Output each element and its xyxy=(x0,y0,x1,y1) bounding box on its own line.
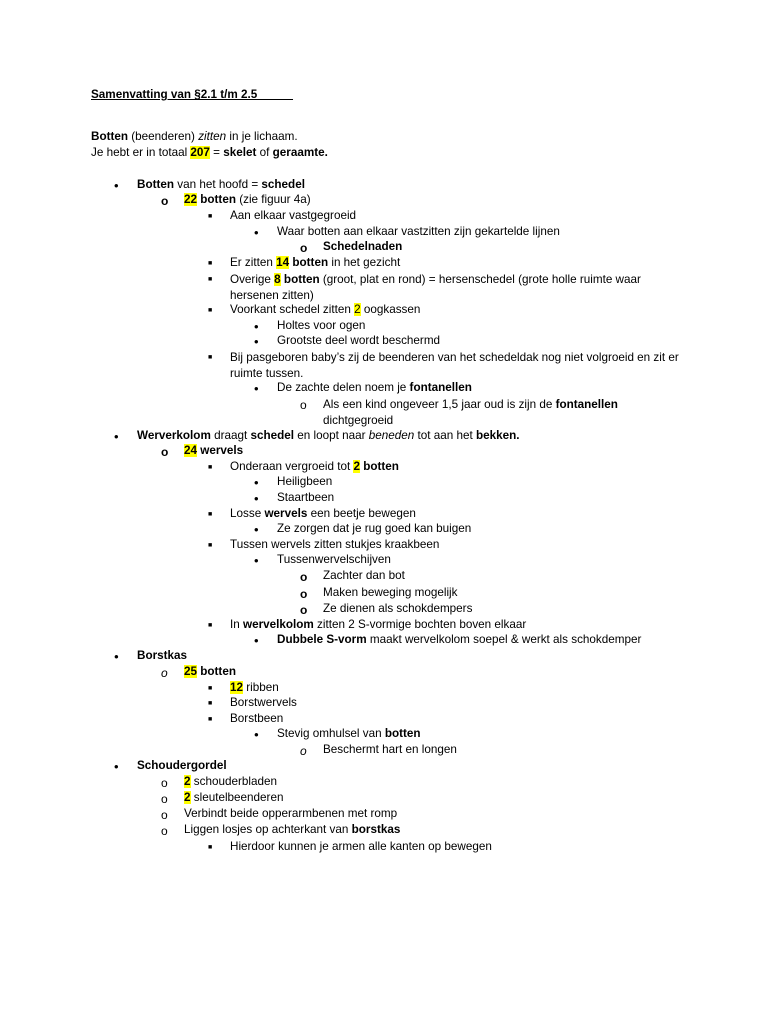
text-run: Onderaan vergroeid tot xyxy=(230,460,354,473)
text-run: Ze dienen als schokdempers xyxy=(323,602,473,615)
text-run: Zachter dan bot xyxy=(323,569,405,582)
bullet-icon: • xyxy=(254,334,259,349)
list-item xyxy=(184,193,311,207)
list-item xyxy=(184,823,400,837)
text-run: een beetje bewegen xyxy=(307,507,416,520)
list-item xyxy=(230,840,492,854)
intro-line xyxy=(91,146,328,160)
text-run: = xyxy=(209,146,224,159)
highlighted-number: 207 xyxy=(190,146,210,159)
text-run: Borstbeen xyxy=(230,712,284,725)
bullet-icon: • xyxy=(114,649,119,664)
circle-bullet-icon: o xyxy=(300,570,308,584)
list-item xyxy=(230,618,526,632)
square-bullet-icon: ■ xyxy=(208,542,213,549)
text-run: en loopt naar xyxy=(294,429,369,442)
text-run: sleutelbeenderen xyxy=(190,791,284,804)
circle-bullet-icon: o xyxy=(161,824,168,838)
bold-term: wervels xyxy=(197,444,244,457)
list-item xyxy=(184,665,236,679)
text-run: zitten xyxy=(198,130,227,143)
bullet-icon: • xyxy=(254,225,259,240)
bold-term: wervelkolom xyxy=(243,618,314,631)
square-bullet-icon: ■ xyxy=(208,354,213,361)
page-title: Samenvatting van §2.1 t/m 2.5 xyxy=(91,88,294,101)
text-run: Ze zorgen dat je rug goed kan buigen xyxy=(277,522,472,535)
list-item xyxy=(230,209,356,223)
bullet-icon: • xyxy=(254,727,259,742)
square-bullet-icon: ■ xyxy=(208,213,213,220)
bold-term: schedel xyxy=(261,178,305,191)
text-run: Voorkant schedel zitten xyxy=(230,303,355,316)
text-run: Aan elkaar vastgegroeid xyxy=(230,209,357,222)
list-item xyxy=(184,444,243,458)
text-run: (beenderen) xyxy=(128,130,199,143)
highlighted-number: 22 xyxy=(184,193,198,206)
list-item xyxy=(230,538,439,552)
text-run: Hierdoor kunnen je armen alle kanten op bewegen xyxy=(230,840,492,853)
list-item xyxy=(230,507,416,521)
circle-bullet-icon: o xyxy=(161,792,168,806)
text-run: of xyxy=(256,146,273,159)
square-bullet-icon: ■ xyxy=(208,700,213,707)
text-run: Beschermt hart en longen xyxy=(323,743,457,756)
circle-bullet-icon: o xyxy=(161,808,168,822)
list-item xyxy=(230,272,680,304)
highlighted-number: 24 xyxy=(184,444,198,457)
square-bullet-icon: ■ xyxy=(208,464,213,471)
text-run: Heiligbeen xyxy=(277,475,333,488)
square-bullet-icon: ■ xyxy=(208,307,213,314)
highlighted-number: 2 xyxy=(184,791,191,804)
text-run: Liggen losjes op achterkant van xyxy=(184,823,352,836)
circle-bullet-icon: o xyxy=(300,241,308,255)
text-run: Stevig omhulsel van xyxy=(277,727,385,740)
text-run: schouderbladen xyxy=(190,775,277,788)
circle-bullet-icon: o xyxy=(161,776,168,790)
list-item xyxy=(277,553,391,567)
text-run: Overige xyxy=(230,273,275,286)
list-item xyxy=(137,759,227,773)
list-item xyxy=(230,350,680,382)
bullet-icon: • xyxy=(254,553,259,568)
square-bullet-icon: ■ xyxy=(208,716,213,723)
text-run: Losse xyxy=(230,507,265,520)
list-item xyxy=(323,586,457,600)
bold-term: fontanellen xyxy=(555,398,618,411)
bold-term: geraamte. xyxy=(272,146,328,159)
bold-term: Werverkolom xyxy=(137,429,211,442)
square-bullet-icon: ■ xyxy=(208,685,213,692)
bold-term: Schoudergordel xyxy=(137,759,227,772)
list-item xyxy=(277,334,440,348)
list-item xyxy=(230,303,420,317)
text-run: Grootste deel wordt beschermd xyxy=(277,334,441,347)
list-item xyxy=(277,225,560,239)
text-run: Je hebt er in totaal xyxy=(91,146,191,159)
bold-term: wervels xyxy=(264,507,308,520)
circle-bullet-icon: o xyxy=(161,194,169,208)
text-run: van het hoofd = xyxy=(174,178,262,191)
bold-term: botten xyxy=(197,193,236,206)
text-run: (zie figuur 4a) xyxy=(235,193,311,206)
circle-bullet-icon: o xyxy=(300,398,307,412)
list-item xyxy=(277,727,421,741)
text-run: De zachte delen noem je xyxy=(277,381,410,394)
list-item xyxy=(184,791,283,805)
text-run: draagt xyxy=(210,429,251,442)
text-run: oogkassen xyxy=(360,303,421,316)
text-run: (groot, plat en rond) = hersenschedel (grote holle ruimte waar hersenen zitten) xyxy=(230,273,641,302)
intro-line xyxy=(91,130,298,144)
highlighted-number: 12 xyxy=(230,681,244,694)
text-run: Bij pasgeboren baby’s zij de beenderen van het schedeldak nog niet volgroeid en zit er ruimte tussen. xyxy=(230,351,679,380)
text-run: Staartbeen xyxy=(277,491,335,504)
text-run: Holtes voor ogen xyxy=(277,319,366,332)
list-item xyxy=(277,633,641,647)
bold-term: fontanellen xyxy=(409,381,472,394)
bullet-icon: • xyxy=(114,429,119,444)
bold-term: botten xyxy=(359,460,399,473)
square-bullet-icon: ■ xyxy=(208,276,213,283)
bullet-icon: • xyxy=(254,522,259,537)
list-item xyxy=(277,522,471,536)
highlighted-number: 2 xyxy=(354,303,361,316)
bold-term: Botten xyxy=(137,178,175,191)
highlighted-number: 14 xyxy=(276,256,290,269)
square-bullet-icon: ■ xyxy=(208,260,213,267)
list-item xyxy=(277,475,332,489)
circle-bullet-icon: o xyxy=(300,587,308,601)
list-item xyxy=(184,807,397,821)
bold-term: botten xyxy=(384,727,421,740)
text-run: In xyxy=(230,618,243,631)
text-run: in het gezicht xyxy=(328,256,401,269)
text-run: beneden xyxy=(368,429,415,442)
bold-term: Dubbele S-vorm xyxy=(277,633,367,646)
list-item xyxy=(230,696,297,710)
list-item xyxy=(277,381,472,395)
bold-term: botten xyxy=(197,665,236,678)
list-item xyxy=(323,569,405,583)
list-item xyxy=(137,429,520,443)
square-bullet-icon: ■ xyxy=(208,844,213,851)
text-run: Tussenwervelschijven xyxy=(277,553,391,566)
text-run: Verbindt beide opperarmbenen met romp xyxy=(184,807,398,820)
list-item xyxy=(230,256,400,270)
list-item xyxy=(323,240,402,254)
bold-term: botten xyxy=(280,273,320,286)
list-item xyxy=(230,681,279,695)
list-item xyxy=(323,743,457,757)
list-item xyxy=(277,319,365,333)
square-bullet-icon: ■ xyxy=(208,511,213,518)
list-item xyxy=(277,491,334,505)
bullet-icon: • xyxy=(254,381,259,396)
bold-term: Botten xyxy=(91,130,129,143)
text-run: dichtgegroeid xyxy=(323,414,394,427)
bullet-icon: • xyxy=(114,178,119,193)
bold-term: bekken. xyxy=(476,429,520,442)
circle-bullet-icon: o xyxy=(300,603,308,617)
text-run: Als een kind ongeveer 1,5 jaar oud is zijn de xyxy=(323,398,556,411)
highlighted-number: 2 xyxy=(353,460,360,473)
bullet-icon: • xyxy=(114,759,119,774)
list-item xyxy=(230,460,399,474)
text-run: tot aan het xyxy=(414,429,476,442)
bullet-icon: • xyxy=(254,491,259,506)
bold-term: botten xyxy=(289,256,329,269)
text-run: ribben xyxy=(243,681,279,694)
text-run: Maken beweging mogelijk xyxy=(323,586,458,599)
square-bullet-icon: ■ xyxy=(208,622,213,629)
text-run: maakt wervelkolom soepel & werkt als schokdemper xyxy=(366,633,642,646)
bullet-icon: • xyxy=(254,319,259,334)
bold-term: Schedelnaden xyxy=(323,240,403,253)
bold-term: schedel xyxy=(250,429,295,442)
text-run: Waar botten aan elkaar vastzitten zijn gekartelde lijnen xyxy=(277,225,560,238)
circle-bullet-icon: o xyxy=(161,666,168,680)
bullet-icon: • xyxy=(254,633,259,648)
bold-term: skelet xyxy=(223,146,257,159)
bullet-icon: • xyxy=(254,475,259,490)
list-item xyxy=(184,775,277,789)
highlighted-number: 8 xyxy=(274,273,281,286)
list-item xyxy=(323,602,472,616)
text-run: Tussen wervels zitten stukjes kraakbeen xyxy=(230,538,440,551)
text-run: in je lichaam. xyxy=(226,130,298,143)
bold-term: borstkas xyxy=(351,823,401,836)
text-run: Borstwervels xyxy=(230,696,297,709)
bold-term: Borstkas xyxy=(137,649,188,662)
highlighted-number: 2 xyxy=(184,775,191,788)
list-item xyxy=(323,397,680,429)
text-run: zitten 2 S-vormige bochten boven elkaar xyxy=(313,618,527,631)
text-run: Er zitten xyxy=(230,256,277,269)
list-item xyxy=(137,178,305,192)
list-item xyxy=(137,649,187,663)
list-item xyxy=(230,712,283,726)
circle-bullet-icon: o xyxy=(161,445,169,459)
circle-bullet-icon: o xyxy=(300,744,307,758)
highlighted-number: 25 xyxy=(184,665,198,678)
